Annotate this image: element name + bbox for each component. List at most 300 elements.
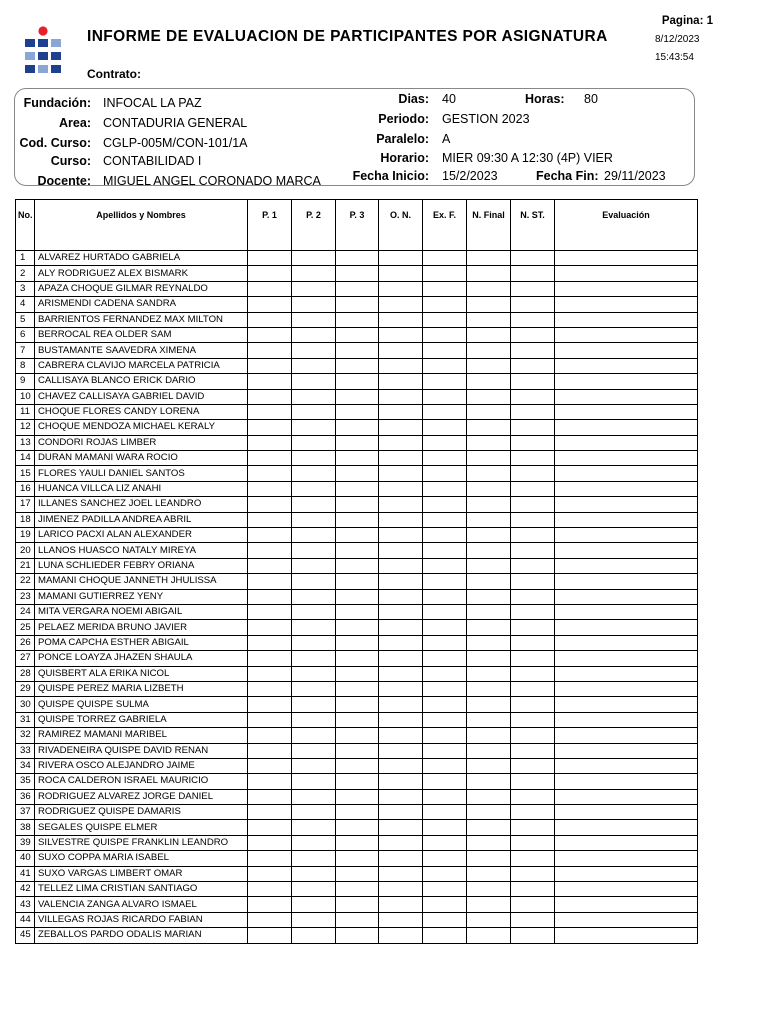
grade-cell [379, 604, 423, 619]
participant-name: SILVESTRE QUISPE FRANKLIN LEANDRO [35, 835, 248, 850]
grade-cell [555, 343, 698, 358]
grade-cell [511, 774, 555, 789]
grade-cell [511, 620, 555, 635]
grade-cell [467, 758, 511, 773]
table-row [16, 789, 698, 804]
grade-cell [336, 589, 379, 604]
grade-cell [423, 558, 467, 573]
grade-cell [511, 681, 555, 696]
table-row [16, 558, 698, 573]
grade-cell [555, 543, 698, 558]
participant-name: MAMANI GUTIERREZ YENY [35, 589, 248, 604]
grade-cell [467, 774, 511, 789]
grade-cell [555, 835, 698, 850]
grade-cell [248, 404, 292, 419]
grade-cell [467, 882, 511, 897]
grade-cell [336, 574, 379, 589]
table-row [16, 882, 698, 897]
table-row [16, 758, 698, 773]
grade-cell [423, 897, 467, 912]
grade-cell [292, 297, 336, 312]
participant-name: BARRIENTOS FERNANDEZ MAX MILTON [35, 312, 248, 327]
grade-cell [423, 866, 467, 881]
grade-cell [336, 343, 379, 358]
grade-cell [511, 497, 555, 512]
grade-cell [248, 851, 292, 866]
grade-cell [292, 528, 336, 543]
participant-name: BUSTAMANTE SAAVEDRA XIMENA [35, 343, 248, 358]
grade-cell [292, 774, 336, 789]
row-number: 26 [16, 635, 35, 650]
grade-cell [379, 928, 423, 943]
grade-cell [336, 882, 379, 897]
grade-cell [292, 789, 336, 804]
grade-cell [423, 789, 467, 804]
grade-cell [248, 528, 292, 543]
grade-cell [423, 912, 467, 927]
participant-name: SUXO VARGAS LIMBERT OMAR [35, 866, 248, 881]
grade-cell [467, 728, 511, 743]
horas-value: 80 [584, 92, 598, 106]
grade-cell [336, 897, 379, 912]
grade-cell [336, 681, 379, 696]
participant-name: RODRIGUEZ ALVAREZ JORGE DANIEL [35, 789, 248, 804]
grade-cell [555, 712, 698, 727]
grade-cell [336, 451, 379, 466]
grade-cell [292, 604, 336, 619]
grade-cell [511, 281, 555, 296]
grade-cell [511, 743, 555, 758]
contrato-label: Contrato: [87, 67, 141, 81]
row-number: 23 [16, 589, 35, 604]
participant-name: APAZA CHOQUE GILMAR REYNALDO [35, 281, 248, 296]
participant-name: CHAVEZ CALLISAYA GABRIEL DAVID [35, 389, 248, 404]
grade-cell [379, 435, 423, 450]
grade-cell [467, 897, 511, 912]
grade-cell [467, 358, 511, 373]
participant-name: QUISPE TORREZ GABRIELA [35, 712, 248, 727]
table-row [16, 635, 698, 650]
grade-cell [336, 481, 379, 496]
grade-cell [467, 512, 511, 527]
grade-cell [511, 466, 555, 481]
grade-cell [248, 928, 292, 943]
grade-cell [555, 404, 698, 419]
grade-cell [336, 312, 379, 327]
horario-label: Horario: [380, 151, 429, 165]
grade-cell [423, 281, 467, 296]
table-row [16, 512, 698, 527]
row-number: 7 [16, 343, 35, 358]
grade-cell [423, 635, 467, 650]
grade-cell [248, 435, 292, 450]
docente-value: MIGUEL ANGEL CORONADO MARCA [103, 174, 321, 188]
grade-cell [379, 389, 423, 404]
participant-name: MAMANI CHOQUE JANNETH JHULISSA [35, 574, 248, 589]
grade-cell [555, 574, 698, 589]
grade-cell [379, 805, 423, 820]
grade-cell [248, 912, 292, 927]
row-number: 1 [16, 251, 35, 266]
grade-cell [292, 358, 336, 373]
row-number: 22 [16, 574, 35, 589]
row-number: 24 [16, 604, 35, 619]
grade-cell [379, 697, 423, 712]
grade-cell [423, 805, 467, 820]
grade-cell [423, 928, 467, 943]
participant-name: ALY RODRIGUEZ ALEX BISMARK [35, 266, 248, 281]
grade-cell [555, 312, 698, 327]
grade-cell [555, 374, 698, 389]
grade-cell [248, 343, 292, 358]
grade-cell [248, 681, 292, 696]
grade-cell [555, 743, 698, 758]
participant-name: ARISMENDI CADENA SANDRA [35, 297, 248, 312]
row-number: 39 [16, 835, 35, 850]
grade-cell [248, 266, 292, 281]
participant-name: CHOQUE MENDOZA MICHAEL KERALY [35, 420, 248, 435]
grade-cell [423, 758, 467, 773]
grade-cell [336, 543, 379, 558]
grade-cell [467, 820, 511, 835]
grade-cell [292, 343, 336, 358]
grade-cell [467, 251, 511, 266]
table-row [16, 897, 698, 912]
participant-name: JIMENEZ PADILLA ANDREA ABRIL [35, 512, 248, 527]
grade-cell [248, 774, 292, 789]
grade-cell [248, 620, 292, 635]
grade-cell [336, 266, 379, 281]
grade-cell [379, 774, 423, 789]
row-number: 35 [16, 774, 35, 789]
evaluation-table [15, 199, 698, 944]
grade-cell [423, 420, 467, 435]
grade-cell [467, 805, 511, 820]
participant-name: RIVADENEIRA QUISPE DAVID RENAN [35, 743, 248, 758]
grade-cell [379, 251, 423, 266]
grade-cell [336, 789, 379, 804]
grade-cell [555, 897, 698, 912]
grade-cell [423, 712, 467, 727]
row-number: 13 [16, 435, 35, 450]
row-number: 43 [16, 897, 35, 912]
grade-cell [423, 882, 467, 897]
grade-cell [467, 558, 511, 573]
row-number: 17 [16, 497, 35, 512]
row-number: 3 [16, 281, 35, 296]
grade-cell [248, 420, 292, 435]
participant-name: DURAN MAMANI WARA ROCIO [35, 451, 248, 466]
table-row [16, 266, 698, 281]
table-row [16, 281, 698, 296]
grade-cell [248, 374, 292, 389]
grade-cell [555, 928, 698, 943]
grade-cell [292, 389, 336, 404]
grade-cell [248, 389, 292, 404]
horario-value: MIER 09:30 A 12:30 (4P) VIER [442, 151, 613, 165]
grade-cell [336, 851, 379, 866]
grade-cell [336, 420, 379, 435]
table-row [16, 374, 698, 389]
table-row [16, 451, 698, 466]
table-row [16, 543, 698, 558]
grade-cell [248, 820, 292, 835]
table-row [16, 297, 698, 312]
participant-name: ILLANES SANCHEZ JOEL LEANDRO [35, 497, 248, 512]
grade-cell [555, 528, 698, 543]
grade-cell [467, 635, 511, 650]
row-number: 5 [16, 312, 35, 327]
grade-cell [336, 497, 379, 512]
row-number: 2 [16, 266, 35, 281]
grade-cell [379, 420, 423, 435]
grade-cell [555, 512, 698, 527]
grade-cell [379, 835, 423, 850]
grade-cell [248, 481, 292, 496]
report-title: INFORME DE EVALUACION DE PARTICIPANTES POR ASIGNATURA [87, 28, 608, 45]
participant-name: CONDORI ROJAS LIMBER [35, 435, 248, 450]
grade-cell [248, 866, 292, 881]
grade-cell [423, 481, 467, 496]
grade-cell [511, 435, 555, 450]
grade-cell [423, 851, 467, 866]
grade-cell [336, 697, 379, 712]
row-number: 21 [16, 558, 35, 573]
participant-name: QUISPE QUISPE SULMA [35, 697, 248, 712]
paralelo-value: A [442, 132, 451, 146]
grade-cell [511, 866, 555, 881]
grade-cell [467, 574, 511, 589]
grade-cell [423, 343, 467, 358]
table-row [16, 681, 698, 696]
grade-cell [292, 281, 336, 296]
grade-cell [555, 358, 698, 373]
grade-cell [423, 651, 467, 666]
grade-cell [511, 251, 555, 266]
grade-cell [379, 789, 423, 804]
curso-value: CONTABILIDAD I [103, 154, 202, 168]
table-row [16, 666, 698, 681]
grade-cell [555, 297, 698, 312]
grade-cell [555, 389, 698, 404]
grade-cell [555, 481, 698, 496]
grade-cell [292, 266, 336, 281]
cod-curso-label: Cod. Curso: [19, 136, 91, 150]
grade-cell [511, 820, 555, 835]
fundacion-label: Fundación: [23, 96, 91, 110]
grade-cell [379, 451, 423, 466]
table-row [16, 774, 698, 789]
grade-cell [511, 604, 555, 619]
participant-name: PELAEZ MERIDA BRUNO JAVIER [35, 620, 248, 635]
participant-name: RAMIREZ MAMANI MARIBEL [35, 728, 248, 743]
grade-cell [336, 466, 379, 481]
grade-cell [423, 512, 467, 527]
curso-label: Curso: [50, 154, 91, 168]
grade-cell [336, 435, 379, 450]
row-number: 19 [16, 528, 35, 543]
row-number: 40 [16, 851, 35, 866]
participant-name: VALENCIA ZANGA ALVARO ISMAEL [35, 897, 248, 912]
table-row [16, 851, 698, 866]
grade-cell [467, 312, 511, 327]
grade-cell [248, 835, 292, 850]
grade-cell [292, 481, 336, 496]
grade-cell [292, 712, 336, 727]
column-header: N. ST. [511, 200, 555, 251]
grade-cell [511, 358, 555, 373]
grade-cell [336, 620, 379, 635]
table-row [16, 435, 698, 450]
row-number: 10 [16, 389, 35, 404]
grade-cell [336, 374, 379, 389]
grade-cell [511, 882, 555, 897]
grade-cell [423, 451, 467, 466]
grade-cell [555, 789, 698, 804]
row-number: 9 [16, 374, 35, 389]
grade-cell [248, 297, 292, 312]
table-row [16, 697, 698, 712]
grade-cell [423, 466, 467, 481]
grade-cell [379, 758, 423, 773]
grade-cell [423, 389, 467, 404]
grade-cell [379, 404, 423, 419]
docente-label: Docente: [37, 174, 91, 188]
participant-name: ZEBALLOS PARDO ODALIS MARIAN [35, 928, 248, 943]
grade-cell [511, 835, 555, 850]
grade-cell [379, 651, 423, 666]
table-row [16, 389, 698, 404]
participant-name: RODRIGUEZ QUISPE DAMARIS [35, 805, 248, 820]
grade-cell [248, 758, 292, 773]
grade-cell [336, 251, 379, 266]
grade-cell [511, 297, 555, 312]
grade-cell [423, 497, 467, 512]
row-number: 11 [16, 404, 35, 419]
grade-cell [555, 497, 698, 512]
participant-name: POMA CAPCHA ESTHER ABIGAIL [35, 635, 248, 650]
grade-cell [555, 681, 698, 696]
column-header: P. 3 [336, 200, 379, 251]
grade-cell [336, 666, 379, 681]
grade-cell [467, 835, 511, 850]
grade-cell [467, 651, 511, 666]
grade-cell [511, 651, 555, 666]
row-number: 30 [16, 697, 35, 712]
grade-cell [555, 882, 698, 897]
grade-cell [555, 866, 698, 881]
grade-cell [511, 758, 555, 773]
grade-cell [423, 251, 467, 266]
participant-rows [16, 251, 698, 944]
grade-cell [423, 327, 467, 342]
grade-cell [423, 743, 467, 758]
grade-cell [511, 327, 555, 342]
grade-cell [467, 297, 511, 312]
grade-cell [248, 882, 292, 897]
grade-cell [248, 327, 292, 342]
grade-cell [423, 528, 467, 543]
horas-label: Horas: [525, 92, 565, 106]
grade-cell [379, 882, 423, 897]
table-row [16, 358, 698, 373]
grade-cell [292, 497, 336, 512]
grade-cell [248, 728, 292, 743]
grade-cell [292, 374, 336, 389]
grade-cell [292, 697, 336, 712]
table-row [16, 912, 698, 927]
row-number: 27 [16, 651, 35, 666]
grade-cell [336, 404, 379, 419]
grade-cell [555, 420, 698, 435]
grade-cell [511, 712, 555, 727]
grade-cell [248, 635, 292, 650]
grade-cell [555, 774, 698, 789]
grade-cell [555, 912, 698, 927]
grade-cell [379, 743, 423, 758]
dias-value: 40 [442, 92, 456, 106]
grade-cell [511, 420, 555, 435]
column-header: O. N. [379, 200, 423, 251]
grade-cell [379, 266, 423, 281]
grade-cell [248, 451, 292, 466]
grade-cell [467, 389, 511, 404]
grade-cell [379, 589, 423, 604]
grade-cell [423, 574, 467, 589]
grade-cell [292, 912, 336, 927]
grade-cell [511, 851, 555, 866]
grade-cell [292, 882, 336, 897]
grade-cell [511, 697, 555, 712]
grade-cell [379, 712, 423, 727]
row-number: 28 [16, 666, 35, 681]
grade-cell [555, 266, 698, 281]
grade-cell [467, 666, 511, 681]
grade-cell [248, 251, 292, 266]
grade-cell [467, 497, 511, 512]
row-number: 4 [16, 297, 35, 312]
grade-cell [379, 512, 423, 527]
grade-cell [467, 266, 511, 281]
participant-name: SEGALES QUISPE ELMER [35, 820, 248, 835]
grade-cell [467, 589, 511, 604]
grade-cell [379, 574, 423, 589]
grade-cell [511, 589, 555, 604]
row-number: 31 [16, 712, 35, 727]
grade-cell [511, 789, 555, 804]
grade-cell [379, 912, 423, 927]
participant-name: CALLISAYA BLANCO ERICK DARIO [35, 374, 248, 389]
grade-cell [511, 728, 555, 743]
row-number: 15 [16, 466, 35, 481]
row-number: 16 [16, 481, 35, 496]
grade-cell [248, 358, 292, 373]
grade-cell [467, 928, 511, 943]
participant-name: PONCE LOAYZA JHAZEN SHAULA [35, 651, 248, 666]
grade-cell [292, 327, 336, 342]
grade-cell [555, 251, 698, 266]
row-number: 8 [16, 358, 35, 373]
grade-cell [292, 743, 336, 758]
grade-cell [379, 297, 423, 312]
grade-cell [511, 635, 555, 650]
grade-cell [292, 466, 336, 481]
grade-cell [467, 435, 511, 450]
column-header: N. Final [467, 200, 511, 251]
row-number: 37 [16, 805, 35, 820]
grade-cell [292, 681, 336, 696]
grade-cell [423, 404, 467, 419]
